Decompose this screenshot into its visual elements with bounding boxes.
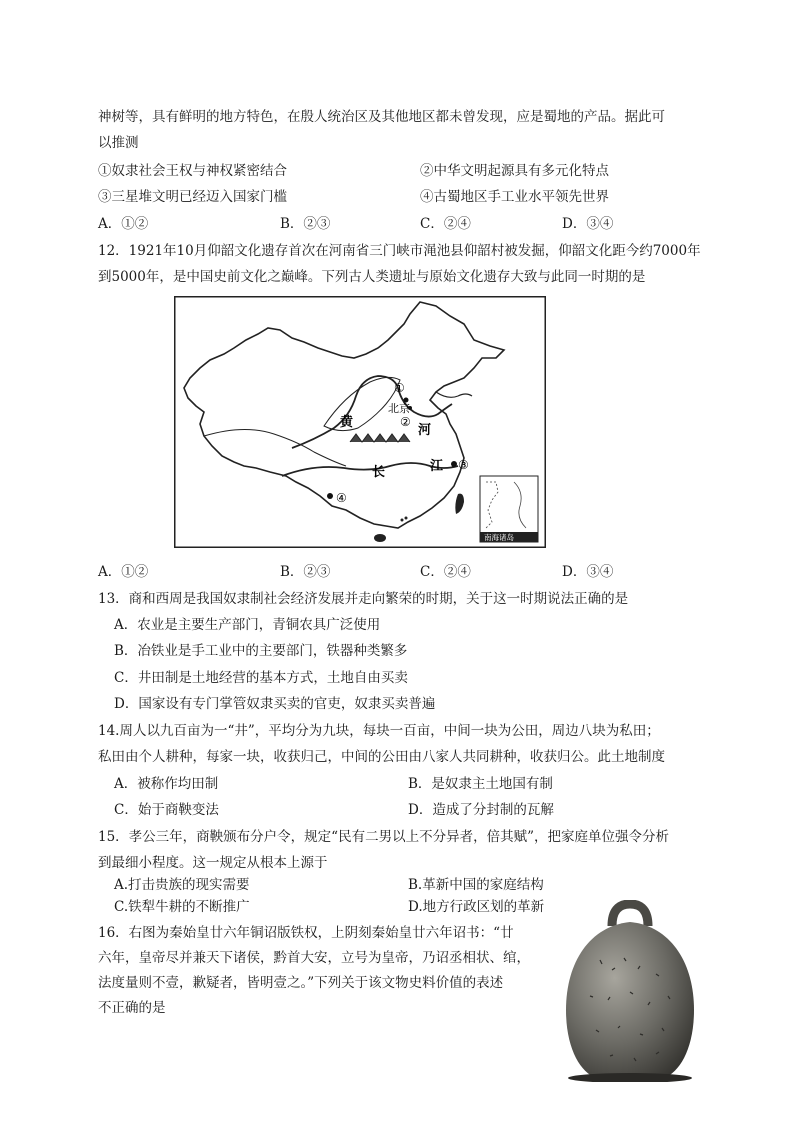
q15-option-d[interactable]: D.地方行政区划的革新 bbox=[408, 899, 545, 915]
q11-choice-d[interactable]: D．③④ bbox=[562, 216, 614, 232]
q15-option-a[interactable]: A.打击贵族的现实需要 bbox=[114, 877, 250, 893]
inset-label: 南海诸岛 bbox=[484, 533, 514, 542]
q16-stem-line-4: 不正确的是 bbox=[98, 1000, 166, 1016]
q16-stem-line-2: 六年，皇帝尽并兼天下诸侯，黔首大安，立号为皇帝，乃诏丞相状、绾， bbox=[98, 950, 530, 966]
qin-iron-weight-photo bbox=[560, 900, 700, 1082]
marker-label-2: ② bbox=[400, 415, 411, 429]
q12-choice-c[interactable]: C．②④ bbox=[420, 564, 471, 580]
q13-option-c[interactable]: C．井田制是土地经营的基本方式，土地自由买卖 bbox=[114, 670, 408, 686]
marker-label-1: ① bbox=[394, 381, 405, 395]
q11-choice-a[interactable]: A．①② bbox=[98, 216, 149, 232]
q11-stem-line-1: 神树等，具有鲜明的地方特色，在殷人统治区及其他地区都未曾发现，应是蜀地的产品。据此可 bbox=[98, 109, 665, 125]
q14-option-a[interactable]: A．被称作均田制 bbox=[114, 776, 219, 792]
q14-option-c[interactable]: C．始于商鞅变法 bbox=[114, 802, 219, 818]
weight-base-shadow bbox=[568, 1073, 692, 1082]
q11-stem-line-2: 以推测 bbox=[98, 135, 139, 151]
china-map bbox=[174, 296, 546, 548]
q11-choice-b[interactable]: B．②③ bbox=[280, 216, 331, 232]
hainan-island bbox=[374, 534, 386, 542]
q13-option-a[interactable]: A．农业是主要生产部门，青铜农具广泛使用 bbox=[114, 617, 381, 633]
site-marker-4 bbox=[327, 493, 333, 499]
q12-choice-d[interactable]: D．③④ bbox=[562, 564, 614, 580]
site-marker-3 bbox=[451, 461, 457, 467]
q11-item-2: ②中华文明起源具有多元化特点 bbox=[420, 163, 609, 179]
island-dot bbox=[405, 517, 408, 520]
label-chang: 长 bbox=[372, 465, 386, 480]
q16-stem-line-3: 法度量则不壹，歉疑者，皆明壹之。”下列关于该文物史料价值的表述 bbox=[98, 975, 504, 991]
q15-stem-line-2: 到最细小程度。这一规定从根本上源于 bbox=[98, 855, 328, 871]
q15-option-b[interactable]: B.革新中国的家庭结构 bbox=[408, 877, 544, 893]
q15-stem-line-1: 15．孝公三年，商鞅颁布分户令，规定“民有二男以上不分异者，倍其赋”，把家庭单位强令分析 bbox=[98, 829, 669, 845]
label-he: 河 bbox=[418, 423, 432, 438]
q12-choice-b[interactable]: B．②③ bbox=[280, 564, 331, 580]
q14-option-d[interactable]: D．造成了分封制的瓦解 bbox=[408, 802, 554, 818]
q11-choice-c[interactable]: C．②④ bbox=[420, 216, 471, 232]
q11-item-1: ①奴隶社会王权与神权紧密结合 bbox=[98, 163, 287, 179]
q11-item-4: ④古蜀地区手工业水平领先世界 bbox=[420, 189, 609, 205]
q12-choice-a[interactable]: A．①② bbox=[98, 564, 149, 580]
island-dot bbox=[401, 519, 404, 522]
q11-item-3: ③三星堆文明已经迈入国家门槛 bbox=[98, 189, 287, 205]
q14-option-b[interactable]: B．是奴隶主土地国有制 bbox=[408, 776, 553, 792]
label-huang: 黄 bbox=[340, 415, 354, 430]
marker-label-4: ④ bbox=[336, 491, 347, 505]
weight-body bbox=[566, 922, 694, 1082]
q14-stem-line-2: 私田由个人耕种，每家一块，收获归己，中间的公田由八家人共同耕种，收获归公。此土地制度 bbox=[98, 749, 665, 765]
q16-stem-line-1: 16．右图为秦始皇廿六年铜诏版铁权，上阴刻秦始皇廿六年诏书：“廿 bbox=[98, 925, 514, 941]
q12-stem-line-1: 12．1921年10月仰韶文化遗存首次在河南省三门峡市渑池县仰韶村被发掘，仰韶文化距今约7000年 bbox=[98, 243, 701, 259]
q13-option-d[interactable]: D．国家设有专门掌管奴隶买卖的官吏，奴隶买卖普遍 bbox=[114, 696, 436, 712]
q15-option-c[interactable]: C.铁犁牛耕的不断推广 bbox=[114, 899, 250, 915]
label-jiang: 江 bbox=[430, 459, 444, 474]
q14-stem-line-1: 14.周人以九百亩为一“井”，平均分为九块，每块一百亩，中间一块为公田，周边八块为私田； bbox=[98, 723, 660, 739]
label-beijing: 北京 bbox=[388, 402, 410, 415]
marker-label-3: ③ bbox=[458, 458, 469, 472]
q13-stem: 13．商和西周是我国奴隶制社会经济发展并走向繁荣的时期，关于这一时期说法正确的是 bbox=[98, 591, 629, 607]
q12-stem-line-2: 到5000年，是中国史前文化之巅峰。下列古人类遗址与原始文化遗存大致与此同一时期的是 bbox=[98, 269, 646, 285]
q13-option-b[interactable]: B．冶铁业是手工业中的主要部门，铁器种类繁多 bbox=[114, 643, 408, 659]
